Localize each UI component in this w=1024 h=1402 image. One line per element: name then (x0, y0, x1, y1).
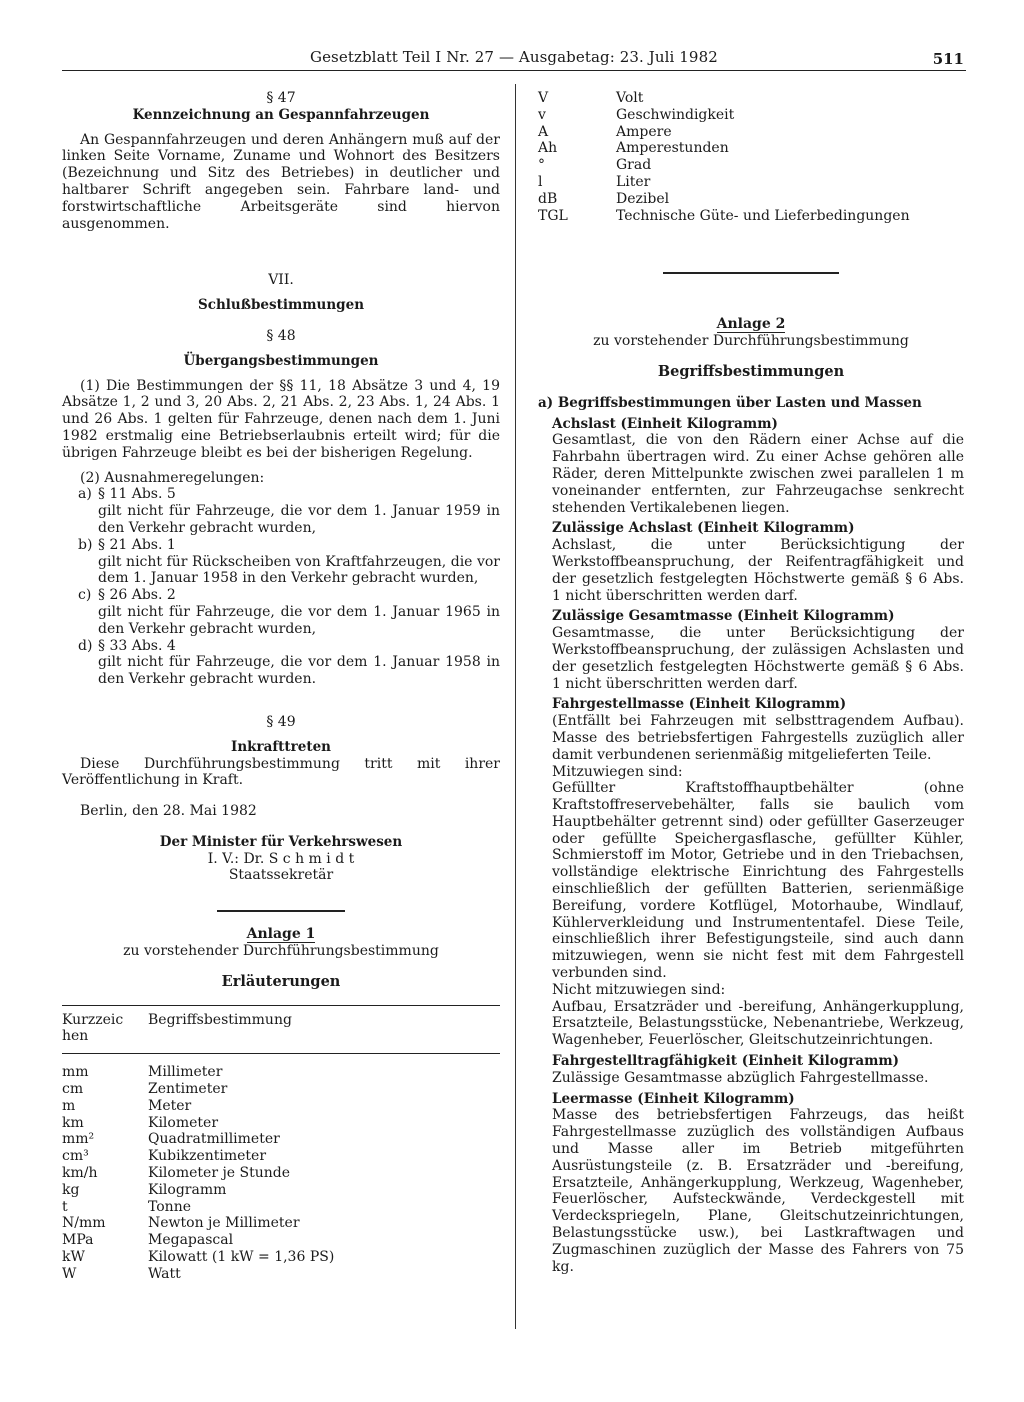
abbr-cell: W (62, 1265, 77, 1282)
signer-role: Staatssekretär (228, 867, 334, 884)
chapter-7-title: Schlußbestimmungen (197, 297, 365, 314)
anlage-2-heading: Begriffsbestimmungen (657, 362, 845, 380)
achslast-heading: Achslast (Einheit Kilogramm) (552, 415, 778, 432)
anlage-1-subtitle: zu vorstehender Durchführungsbestimmung (123, 943, 439, 960)
definition-cell: Kilowatt (1 kW = 1,36 PS) (148, 1249, 335, 1266)
anlage-1-title-text: Anlage 1 (246, 926, 316, 943)
exception-text: gilt nicht für Fahrzeuge, die vor dem 1. Januar 1958 in den Verkehr gebracht wurden. (98, 654, 500, 688)
page-header (62, 46, 966, 71)
zulaessige-gesamtmasse-heading: Zulässige Gesamtmasse (Einheit Kilogramm) (552, 608, 895, 625)
exception-ref: § 21 Abs. 1 (98, 536, 176, 553)
abbreviation-table-continued (538, 90, 964, 224)
header-title: Gesetzblatt Teil I Nr. 27 — Ausgabetag: 23. Juli 1982 (310, 48, 718, 66)
table-row (538, 107, 964, 124)
abbr-cell: Ah (538, 140, 558, 157)
definition-cell: Newton je Millimeter (148, 1215, 300, 1232)
table-header-row (62, 1005, 500, 1054)
abbr-cell: cm (62, 1081, 84, 1098)
list-letter: d) (78, 637, 93, 654)
table-row (62, 1249, 500, 1266)
table-row (62, 1165, 500, 1182)
table-row (62, 1266, 500, 1283)
exception-text: gilt nicht für Fahrzeuge, die vor dem 1. Januar 1959 in den Verkehr gebracht wurden, (98, 503, 500, 536)
list-letter: b) (78, 536, 93, 553)
column-divider (515, 84, 516, 1329)
definition-cell: Kilometer (148, 1114, 219, 1131)
definition-cell: Amperestunden (616, 140, 729, 157)
definition-cell: Dezibel (616, 190, 670, 207)
abbr-cell: km (62, 1114, 84, 1131)
list-letter: a) (78, 486, 92, 503)
section-48-paragraph-1: (1) Die Bestimmungen der §§ 11, 18 Absätze 3 und 4, 19 Absätze 1, 2 und 3, 20 Abs. 2, 21 Abs. 2, 23 Abs. 1, 24 Abs. 1 und 26 Abs. 1 gelten für Fahrzeuge, denen nach dem 1. Juni 1982 erstmalig eine Betriebserlaubnis erteilt wird; für die übrigen Fahrzeuge bleibt es bei der bisherigen Regelung. (62, 377, 500, 461)
definition-cell: Ampere (616, 123, 672, 140)
abbr-cell: t (62, 1198, 68, 1215)
section-47-title: Kennzeichnung an Gespannfahrzeugen (132, 106, 430, 123)
section-49-number: § 49 (266, 713, 296, 730)
abbr-cell: l (538, 173, 543, 190)
place-date: Berlin, den 28. Mai 1982 (80, 803, 257, 820)
table-row (538, 90, 964, 107)
table-row (62, 1148, 500, 1165)
definition-cell: Kilometer je Stunde (148, 1165, 291, 1182)
signer-title: Der Minister für Verkehrswesen (159, 833, 403, 850)
section-47-number: § 47 (266, 90, 296, 106)
table-row (62, 1232, 500, 1249)
exception-text: gilt nicht für Rückscheiben von Kraftfahrzeugen, die vor dem 1. Januar 1958 in den Verkehr gebracht wurden, (98, 553, 500, 587)
abbr-cell: kg (62, 1181, 80, 1198)
section-48-number: § 48 (266, 327, 296, 344)
column-header-abbr-text: Kurzzeichen (62, 1011, 124, 1045)
achslast-text: Gesamtlast, die von den Rädern einer Achse auf die Fahrbahn übertragen wird. Zu einer Achse gehören alle Räder, deren Mittelpunkte zwischen zwei parallelen 1 m voneinander entfernten, zur Fahrzeugachse senkrecht stehenden Vertikalebenen liegen. (552, 432, 964, 516)
abbr-cell: A (538, 123, 549, 140)
section-a-heading: a) Begriffsbestimmungen über Lasten und Massen (538, 394, 922, 411)
definition-cell: Megapascal (148, 1232, 234, 1249)
definition-cell: Kilogramm (148, 1181, 227, 1198)
column-header-abbr (62, 1005, 148, 1054)
table-row (62, 1182, 500, 1199)
list-letter: c) (78, 587, 92, 604)
abbr-cell: V (538, 90, 549, 106)
exception-ref: § 11 Abs. 5 (98, 486, 176, 503)
definition-cell: Quadratmillimeter (148, 1131, 280, 1148)
definition-cell: Grad (616, 157, 652, 174)
zulaessige-achslast-heading: Zulässige Achslast (Einheit Kilogramm) (552, 520, 855, 537)
zulaessige-gesamtmasse-text: Gesamtmasse, die unter Berücksichtigung der Werkstoffbeanspruchung, der zulässigen Achslasten und der gesetzlich festgelegten Höchstwerte gemäß § 6 Abs. 1 nicht überschritten werden darf. (552, 625, 964, 692)
table-row (62, 1199, 500, 1216)
definition-cell: Zentimeter (148, 1081, 228, 1098)
abbr-cell: MPa (62, 1232, 94, 1249)
abbr-cell: dB (538, 190, 558, 207)
list-item (62, 537, 500, 587)
abbr-cell: TGL (538, 207, 568, 224)
table-row (538, 140, 964, 157)
table-row (538, 174, 964, 191)
definition-cell: Kubikzentimeter (148, 1148, 267, 1165)
nicht-mitzuwiegen-label: Nicht mitzuwiegen sind: (552, 981, 726, 998)
section-48-title: Übergangsbestimmungen (183, 352, 379, 369)
mitzuwiegen-label: Mitzuwiegen sind: (552, 763, 683, 780)
abbr-cell: kW (62, 1249, 85, 1266)
table-row (62, 1064, 500, 1081)
leermasse-heading: Leermasse (Einheit Kilogramm) (552, 1090, 795, 1107)
anlage-2-title-text: Anlage 2 (716, 316, 786, 333)
abbr-cell: cm³ (62, 1148, 89, 1165)
abbr-cell: v (538, 106, 546, 123)
table-row (62, 1115, 500, 1132)
section-49-title: Inkrafttreten (231, 738, 331, 755)
section-48-paragraph-2: (2) Ausnahmeregelungen: (80, 469, 265, 486)
list-item (62, 486, 500, 536)
anlage-2-title (538, 316, 964, 333)
page-number: 511 (932, 50, 964, 68)
left-column (62, 90, 500, 1283)
abbr-cell: m (62, 1097, 76, 1114)
exception-text: gilt nicht für Fahrzeuge, die vor dem 1. Januar 1965 in den Verkehr gebracht wurden, (98, 603, 500, 637)
table-row (538, 208, 964, 225)
table-row (538, 191, 964, 208)
definition-cell: Technische Güte- und Lieferbedingungen (616, 207, 910, 224)
anlage-2-subtitle: zu vorstehender Durchführungsbestimmung (593, 333, 909, 350)
leermasse-text: Masse des betriebsfertigen Fahrzeugs, das heißt Fahrgestellmasse zuzüglich des vollständigen Aufbaus und Masse aller im Betrieb mitgeführten Ausrüstungsteile (z. B. Ersatzräder und -bereifung, Ersatzteile, Anhängerkupplung, Werkzeug, Wagenheber, Feuerlöscher, Aufsteckwände, Verdeckgestell mit Verdeckspriegeln, Plane, Gleitschutzeinrichtungen, Belastungsstücke usw.), bei Lastkraftwagen und Zugmaschinen zuzüglich der Masse des Fahrers von 75 kg. (552, 1107, 964, 1275)
anlage-1-title (62, 926, 500, 943)
abbr-cell: mm (62, 1064, 89, 1081)
table-row (62, 1215, 500, 1232)
table-row (62, 1098, 500, 1115)
table-row (538, 157, 964, 174)
definition-cell: Volt (616, 90, 644, 106)
definition-cell: Watt (148, 1265, 181, 1282)
right-column (538, 90, 964, 1275)
definition-cell: Tonne (148, 1198, 191, 1215)
abbr-cell: mm² (62, 1131, 95, 1148)
table-row (62, 1131, 500, 1148)
fahrgestellmasse-heading: Fahrgestellmasse (Einheit Kilogramm) (552, 696, 847, 713)
zulaessige-achslast-text: Achslast, die unter Berücksichtigung der Werkstoffbeanspruchung, der Reifentragfähigkeit und der gesetzlich festgelegten Höchstwerte gemäß § 6 Abs. 1 nicht überschritten werden darf. (552, 537, 964, 604)
fahrgestelltragfaehigkeit-heading: Fahrgestelltragfähigkeit (Einheit Kilogramm) (552, 1053, 900, 1070)
list-item (62, 638, 500, 688)
definition-cell: Meter (148, 1097, 192, 1114)
fahrgestellmasse-text: (Entfällt bei Fahrzeugen mit selbsttragendem Aufbau). Masse des betriebsfertigen Fahrgestells zuzüglich aller damit verbundenen serienmäßig mitgelieferten Teile. (552, 713, 964, 763)
definition-cell: Geschwindigkeit (616, 106, 735, 123)
table-row (62, 1081, 500, 1098)
definition-cell: Liter (616, 173, 651, 190)
anlage-1-heading: Erläuterungen (221, 972, 341, 990)
list-item (62, 587, 500, 637)
section-47-text: An Gespannfahrzeugen und deren Anhängern muß auf der linken Seite Vorname, Zuname und Wohnort des Besitzers (Bezeichnung und Sitz des Betriebes) in deutlicher und haltbarer Schrift angegeben sein. Fahrbare land- und forstwirtschaftliche Arbeitsgeräte sind hiervon ausgenommen. (62, 131, 500, 232)
exception-ref: § 33 Abs. 4 (98, 637, 176, 654)
column-header-definition: Begriffsbestimmung (148, 1011, 292, 1028)
exception-list (62, 486, 500, 688)
signer-name: I. V.: Dr. S c h m i d t (207, 850, 355, 867)
definition-cell: Millimeter (148, 1064, 223, 1081)
exception-ref: § 26 Abs. 2 (98, 587, 176, 604)
abbreviation-table (62, 1005, 500, 1283)
abbr-cell: N/mm (62, 1215, 106, 1232)
abbr-cell: km/h (62, 1165, 98, 1182)
table-row (538, 124, 964, 141)
fahrgestelltragfaehigkeit-text: Zulässige Gesamtmasse abzüglich Fahrgestellmasse. (552, 1069, 929, 1086)
mitzuwiegen-text: Gefüllter Kraftstoffhauptbehälter (ohne Kraftstoffreservebehälter, falls sie baulich vom Hauptbehälter getrennt sind) oder gefüllter Gaserzeuger oder gefüllte Speichergasflasche, gefüllter Kühler, Schmierstoff im Motor, Getriebe und in den Triebachsen, vollständige elektrische Einrichtung des Fahrgestells einschließlich der gefüllten Batterien, serienmäßige Bereifung, vordere Kotflügel, Motorhaube, Windlauf, Kühlerverkleidung und Instrumententafel. Diese Teile, einschließlich ihrer Befestigungsteile, sind auch dann mitzuwiegen, wenn sie nicht fest mit dem Fahrgestell verbunden sind. (552, 780, 964, 982)
abbr-cell: ° (538, 157, 545, 174)
section-49-text: Diese Durchführungsbestimmung tritt mit ihrer Veröffentlichung in Kraft. (62, 755, 500, 789)
nicht-mitzuwiegen-text: Aufbau, Ersatzräder und -bereifung, Anhängerkupplung, Ersatzteile, Belastungsstücke, Nebenantriebe, Werkzeug, Wagenheber, Feuerlöscher, Gleitschutzeinrichtungen. (552, 998, 964, 1049)
chapter-7-number: VII. (268, 272, 294, 289)
